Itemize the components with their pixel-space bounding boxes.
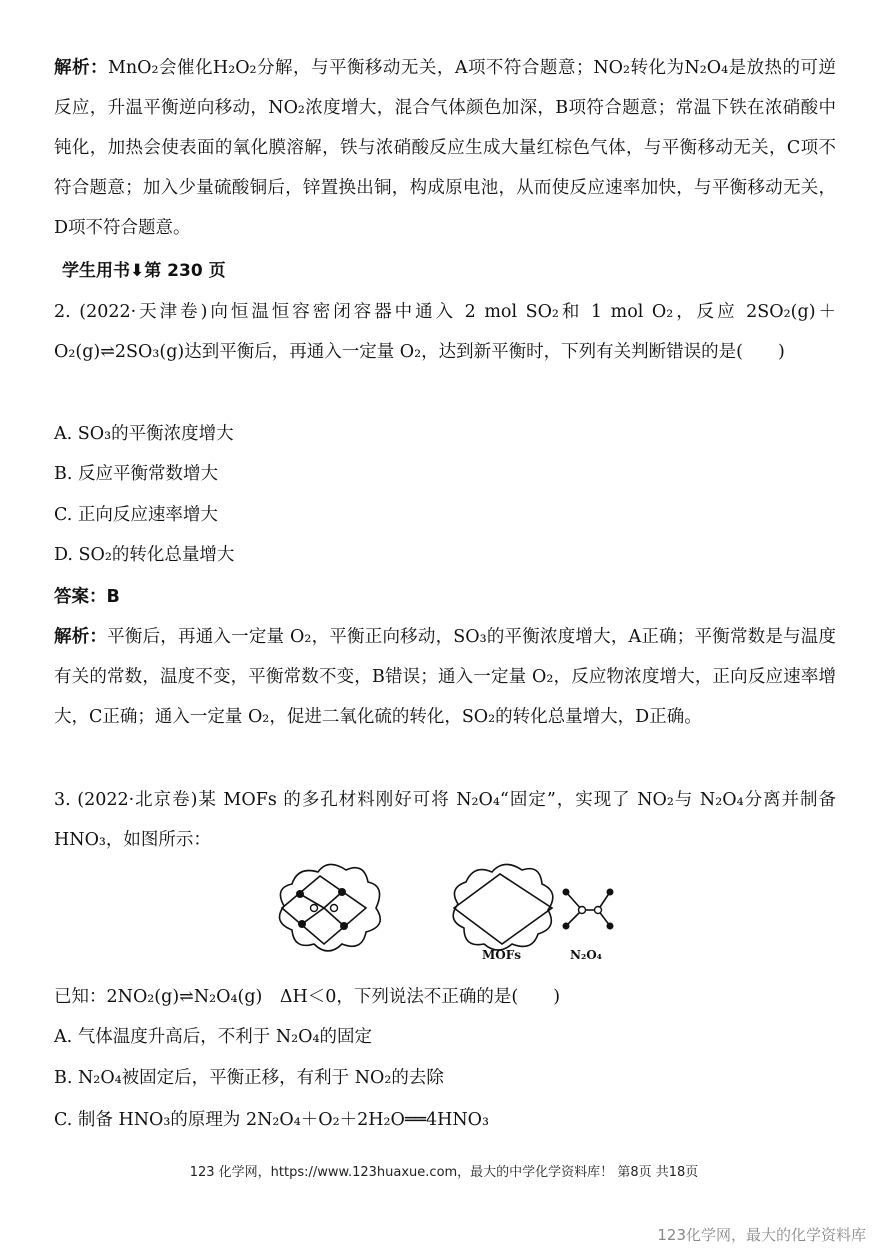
q3-option-b: B. N₂O₄被固定后，平衡正移，有利于 NO₂的去除	[54, 1068, 444, 1088]
analysis-1-text: MnO₂会催化H₂O₂分解，与平衡移动无关，A项不符合题意；NO₂转化为N₂O₄是放热的可逆反应，升温平衡逆向移动，NO₂浓度增大，混合气体颜色加深，B项符合题意；常温下铁在浓硝酸中钝化，加热会使表面的氧化膜溶解，铁与浓硝酸反应生成大量红棕色气体，与平衡移动无关，C项不符合题意；加入少量硫酸铜后，锌置换出铜，构成原电池，从而使反应速率加快，与平衡移动无关，D项不符合题意。	[54, 58, 836, 238]
q2-answer	[54, 577, 120, 617]
q3-option-a: A. 气体温度升高后，不利于 N₂O₄的固定	[54, 1027, 373, 1047]
q2-answer-label: 答案：	[54, 587, 107, 607]
mofs-label: MOFs	[482, 948, 522, 962]
analysis-1	[54, 48, 836, 248]
mofs-diagram	[270, 856, 620, 968]
mof-filled-framework	[282, 876, 366, 944]
q2-option-d: D. SO₂的转化总量增大	[54, 545, 235, 565]
n2o4-label: N₂O₄	[570, 948, 602, 962]
n2o4-molecule	[566, 892, 610, 926]
q2-answer-value: B	[106, 587, 120, 607]
watermark: 123化学网，最大的化学资料库	[657, 1226, 866, 1244]
student-book-reference: 学生用书⬇第 230 页	[62, 261, 226, 281]
analysis-1-label: 解析：	[54, 58, 108, 78]
q2-option-c: C. 正向反应速率增大	[54, 505, 218, 525]
q3-known: 已知：2NO₂(g)⇌N₂O₄(g) ΔH＜0，下列说法不正确的是( )	[54, 987, 561, 1007]
q2-analysis-text: 平衡后，再通入一定量 O₂，平衡正向移动，SO₃的平衡浓度增大，A正确；平衡常数是与温度有关的常数，温度不变，平衡常数不变，B错误；通入一定量 O₂，反应物浓度增大，正向反应速率增大，C正确；通入一定量 O₂，促进二氧化硫的转化，SO₂的转化总量增大，D正确。	[54, 627, 836, 727]
q2-analysis-label: 解析：	[54, 627, 108, 647]
page-footer: 123 化学网，https://www.123huaxue.com，最大的中学化学资料库！ 第8页 共18页	[189, 1165, 699, 1180]
q2-analysis	[54, 617, 836, 737]
q3-option-c: C. 制备 HNO₃的原理为 2N₂O₄＋O₂＋2H₂O══4HNO₃	[54, 1110, 490, 1130]
mofs-figure	[270, 856, 620, 968]
q2-option-a: A. SO₃的平衡浓度增大	[54, 424, 234, 444]
q2-stem: 2. (2022·天津卷)向恒温恒容密闭容器中通入 2 mol SO₂和 1 mol O₂，反应 2SO₂(g)＋O₂(g)⇌2SO₃(g)达到平衡后，再通入一定量 O₂，达到新平衡时，下列有关判断错误的是( )	[54, 302, 836, 362]
q2-option-b: B. 反应平衡常数增大	[54, 464, 218, 484]
mof-empty-cloud-outline	[453, 864, 553, 950]
q3-stem: 3. (2022·北京卷)某 MOFs 的多孔材料刚好可将 N₂O₄“固定”，实现了 NO₂与 N₂O₄分离并制备 HNO₃，如图所示：	[54, 790, 836, 850]
mof-empty-framework	[454, 874, 552, 944]
